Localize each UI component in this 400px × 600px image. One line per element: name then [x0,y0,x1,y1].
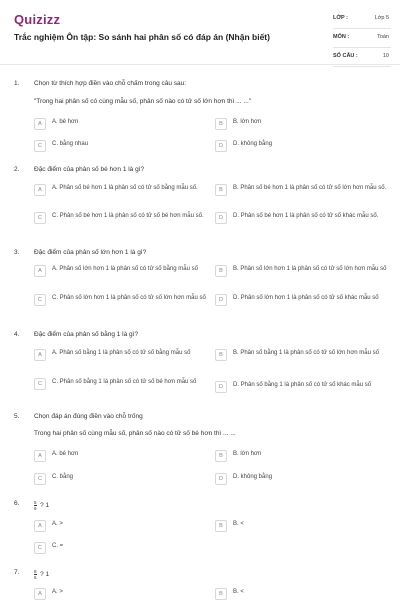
option-text: B. Phân số bé hơn 1 là phân số có tử số lớn hơn mẫu số. [233,185,387,191]
option-letter: C [34,212,46,224]
option-text: A. bé hơn [52,119,79,125]
question-number: 7. [14,569,20,576]
option-letter: D [215,473,227,485]
option-text: A. Phân số bằng 1 là phân số có tử số bằng mẫu số [52,350,191,356]
quizizz-logo: Quizizz [14,12,61,27]
option-a[interactable] [34,184,214,196]
option-c[interactable] [34,140,214,152]
option-letter: B [215,588,227,600]
option-letter: C [34,294,46,306]
option-text: B. < [233,521,244,527]
fraction-numerator: 5 [34,500,37,505]
option-text: A. bé hơn [52,451,79,457]
page-title: Trắc nghiệm Ôn tập: So sánh hai phân số có đáp án (Nhận biết) [14,32,270,42]
question-text: Đặc điểm của phân số lớn hơn 1 là gì? [34,249,147,256]
question-number: 1. [14,80,20,87]
option-letter: A [34,265,46,277]
option-a[interactable] [34,118,214,130]
option-text: B. lớn hơn [233,119,262,125]
option-letter: B [215,184,227,196]
option-d[interactable] [215,473,390,485]
option-b[interactable] [215,450,390,462]
option-text: D. Phân số bé hơn 1 là phân số có tử số khác mẫu số. [233,213,379,219]
option-d[interactable] [215,294,390,306]
option-b[interactable] [215,520,390,532]
option-letter: C [34,378,46,390]
question-text: Chọn từ thích hợp điền vào chỗ chấm trong câu sau: [34,80,187,87]
option-text: B. Phân số lớn hơn 1 là phân số có tử số lớn hơn mẫu số [233,266,387,272]
option-c[interactable] [34,542,214,554]
fraction [34,500,37,511]
option-text: A. Phân số lớn hơn 1 là phân số có tử số bằng mẫu số [52,266,198,272]
meta-subject [333,31,391,48]
option-d[interactable] [215,140,390,152]
fraction-denominator: 6 [34,506,37,511]
option-text: C. bằng nhau [52,141,89,147]
comparison-text: ? 1 [40,571,50,579]
option-letter: D [215,212,227,224]
option-c[interactable] [34,378,214,390]
question-number: 2. [14,166,20,173]
question-text [34,500,384,511]
option-b[interactable] [215,588,390,600]
option-text: C. bằng [52,474,74,480]
option-letter: B [215,349,227,361]
option-letter: B [215,450,227,462]
option-b[interactable] [215,265,390,277]
option-a[interactable] [34,265,214,277]
question-text: Đặc điểm của phân số bằng 1 là gì? [34,331,139,338]
option-b[interactable] [215,349,390,361]
meta-value: Lớp 5 [374,15,389,21]
question-number: 4. [14,331,20,338]
option-text: A. Phân số bé hơn 1 là phân số có tử số bằng mẫu số. [52,185,198,191]
option-d[interactable] [215,381,390,393]
option-b[interactable] [215,184,390,196]
meta-value: 10 [382,53,389,59]
option-d[interactable] [215,212,390,224]
option-text: B. lớn hơn [233,451,262,457]
option-a[interactable] [34,349,214,361]
meta-label: MÔN : [333,34,350,40]
option-a[interactable] [34,450,214,462]
fraction [34,569,37,580]
question-text: Đặc điểm của phân số bé hơn 1 là gì? [34,166,145,173]
option-text: A. > [52,589,63,595]
option-text: C. Phân số bé hơn 1 là phân số có tử số bé hơn mẫu số. [52,213,204,219]
option-a[interactable] [34,520,214,532]
header [0,0,400,64]
option-letter: B [215,265,227,277]
meta-label: LỚP : [333,15,348,21]
question-text [34,569,384,580]
option-letter: D [215,294,227,306]
option-text: D. Phân số bằng 1 là phân số có tử số khác mẫu số [233,382,372,388]
option-letter: C [34,542,46,554]
option-b[interactable] [215,118,390,130]
option-letter: B [215,520,227,532]
option-letter: A [34,349,46,361]
option-letter: C [34,140,46,152]
option-letter: A [34,118,46,130]
option-text: D. không bằng [233,474,273,480]
option-letter: B [215,118,227,130]
meta-panel [333,12,391,69]
option-c[interactable] [34,294,214,306]
question-text: Chọn đáp án đúng điền vào chỗ trống [34,413,143,420]
option-text: B. < [233,589,244,595]
option-letter: A [34,450,46,462]
question-number: 6. [14,500,20,507]
option-letter: A [34,520,46,532]
option-text: C. Phân số lớn hơn 1 là phân số có tử số lớn hơn mẫu số [52,295,206,301]
option-letter: A [34,184,46,196]
fraction-numerator: 8 [34,569,37,574]
meta-grade [333,12,391,29]
option-text: C. Phân số bằng 1 là phân số có tử số bé hơn mẫu số [52,379,197,385]
question-number: 3. [14,249,20,256]
question-subtext: "Trong hai phân số có cùng mẫu số, phân số nào có tử số lớn hơn thì ... ..." [34,98,252,105]
option-letter: A [34,588,46,600]
option-letter: C [34,473,46,485]
fraction-denominator: 5 [34,575,37,580]
comparison-text: ? 1 [40,502,50,510]
option-letter: D [215,381,227,393]
option-text: B. Phân số bằng 1 là phân số có tử số lớn hơn mẫu số [233,350,379,356]
option-a[interactable] [34,588,214,600]
option-letter: D [215,140,227,152]
option-text: D. không bằng [233,141,273,147]
option-text: C. = [52,543,64,549]
option-c[interactable] [34,473,214,485]
meta-label: SỐ CÂU : [333,53,358,59]
question-subtext: Trong hai phân số cùng mẫu số, phân số nào có tử số bé hơn thì ... ... [34,430,236,437]
option-c[interactable] [34,212,214,224]
option-text: D. Phân số lớn hơn 1 là phân số có tử số khác mẫu số [233,295,379,301]
header-divider [0,64,400,65]
option-text: A. > [52,521,63,527]
meta-value: Toán [377,34,389,40]
question-number: 5. [14,413,20,420]
